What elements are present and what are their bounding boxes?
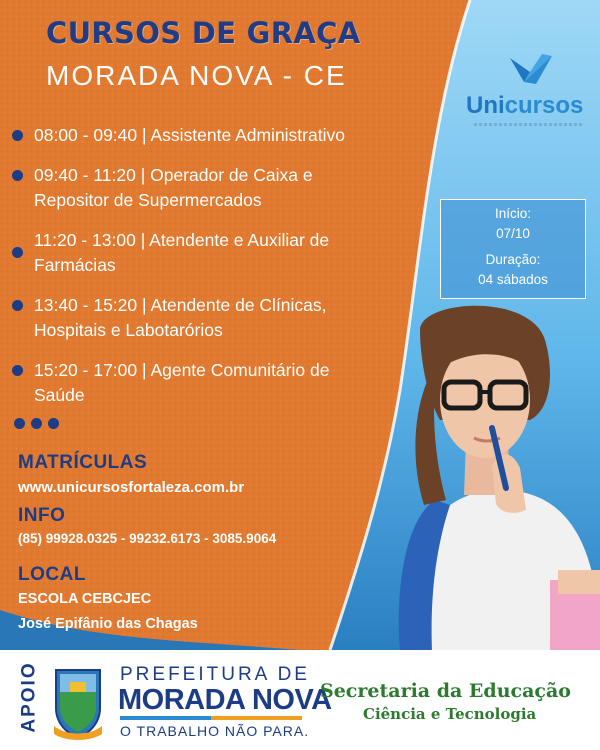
enrollment-url: www.unicursosfortaleza.com.br [18,479,245,496]
info-phones: (85) 99928.0325 - 99232.6173 - 3085.9064 [18,531,277,546]
bullet-dot-icon [12,170,23,181]
duration-label: Duração: [485,252,541,267]
unicursos-emblem-icon [502,50,562,90]
prefecture-slogan: O TRABALHO NÃO PARA. [120,723,310,739]
secretariat-subtitle: Ciência e Tecnologia [363,705,537,723]
prefecture-label: PREFEITURA DE [120,664,310,685]
city-name: MORADA NOVA [118,684,332,716]
schedule-item [10,293,410,343]
prefecture-divider [120,716,302,720]
duration-value: 04 sábados [478,272,548,287]
bullet-dot-icon [12,365,23,376]
schedule-line: 08:00 - 09:40 | Assistente Administrativo [34,125,345,145]
dates-box [440,199,586,299]
page-title: CURSOS DE GRAÇA [46,16,361,50]
enrollment-heading: MATRÍCULAS [18,452,148,473]
schedule-line: 15:20 - 17:00 | Agente Comunitário de [34,360,330,380]
brand-name-part1: Uni [466,92,505,119]
city-crest-icon [50,662,106,742]
info-heading: INFO [18,505,66,526]
schedule-line: Saúde [34,385,85,405]
bullet-dot-icon [12,300,23,311]
location-heading: LOCAL [18,564,86,585]
start-value: 07/10 [496,226,530,241]
course-schedule [10,123,410,423]
schedule-line: Hospitais e Labotarórios [34,320,223,340]
more-dots-icon [14,418,59,429]
location-school: ESCOLA CEBCJEC [18,591,152,607]
schedule-line: 11:20 - 13:00 | Atendente e Auxiliar de [34,230,330,250]
schedule-item [10,123,410,148]
brand-name [466,92,583,120]
brand-name-part2: cursos [504,92,584,119]
support-label: APOIO [18,661,40,733]
page-subtitle: MORADA NOVA - CE [46,60,347,91]
schedule-line: 09:40 - 11:20 | Operador de Caixa e [34,165,313,185]
footer-bar [0,650,600,750]
schedule-item [10,163,410,213]
schedule-item [10,358,410,408]
schedule-line: 13:40 - 15:20 | Atendente de Clínicas, [34,295,327,315]
start-label: Início: [494,206,532,221]
schedule-item [10,228,410,278]
brand-tagline-decoration [474,123,584,126]
bullet-dot-icon [12,130,23,141]
secretariat-name: Secretaria da Educação [320,680,571,702]
schedule-line: Farmácias [34,255,116,275]
student-photo [380,300,600,652]
schedule-line: Repositor de Supermercados [34,190,262,210]
location-school-name: José Epifânio das Chagas [18,616,198,632]
unicursos-logo [466,50,596,130]
bullet-dot-icon [12,247,23,258]
